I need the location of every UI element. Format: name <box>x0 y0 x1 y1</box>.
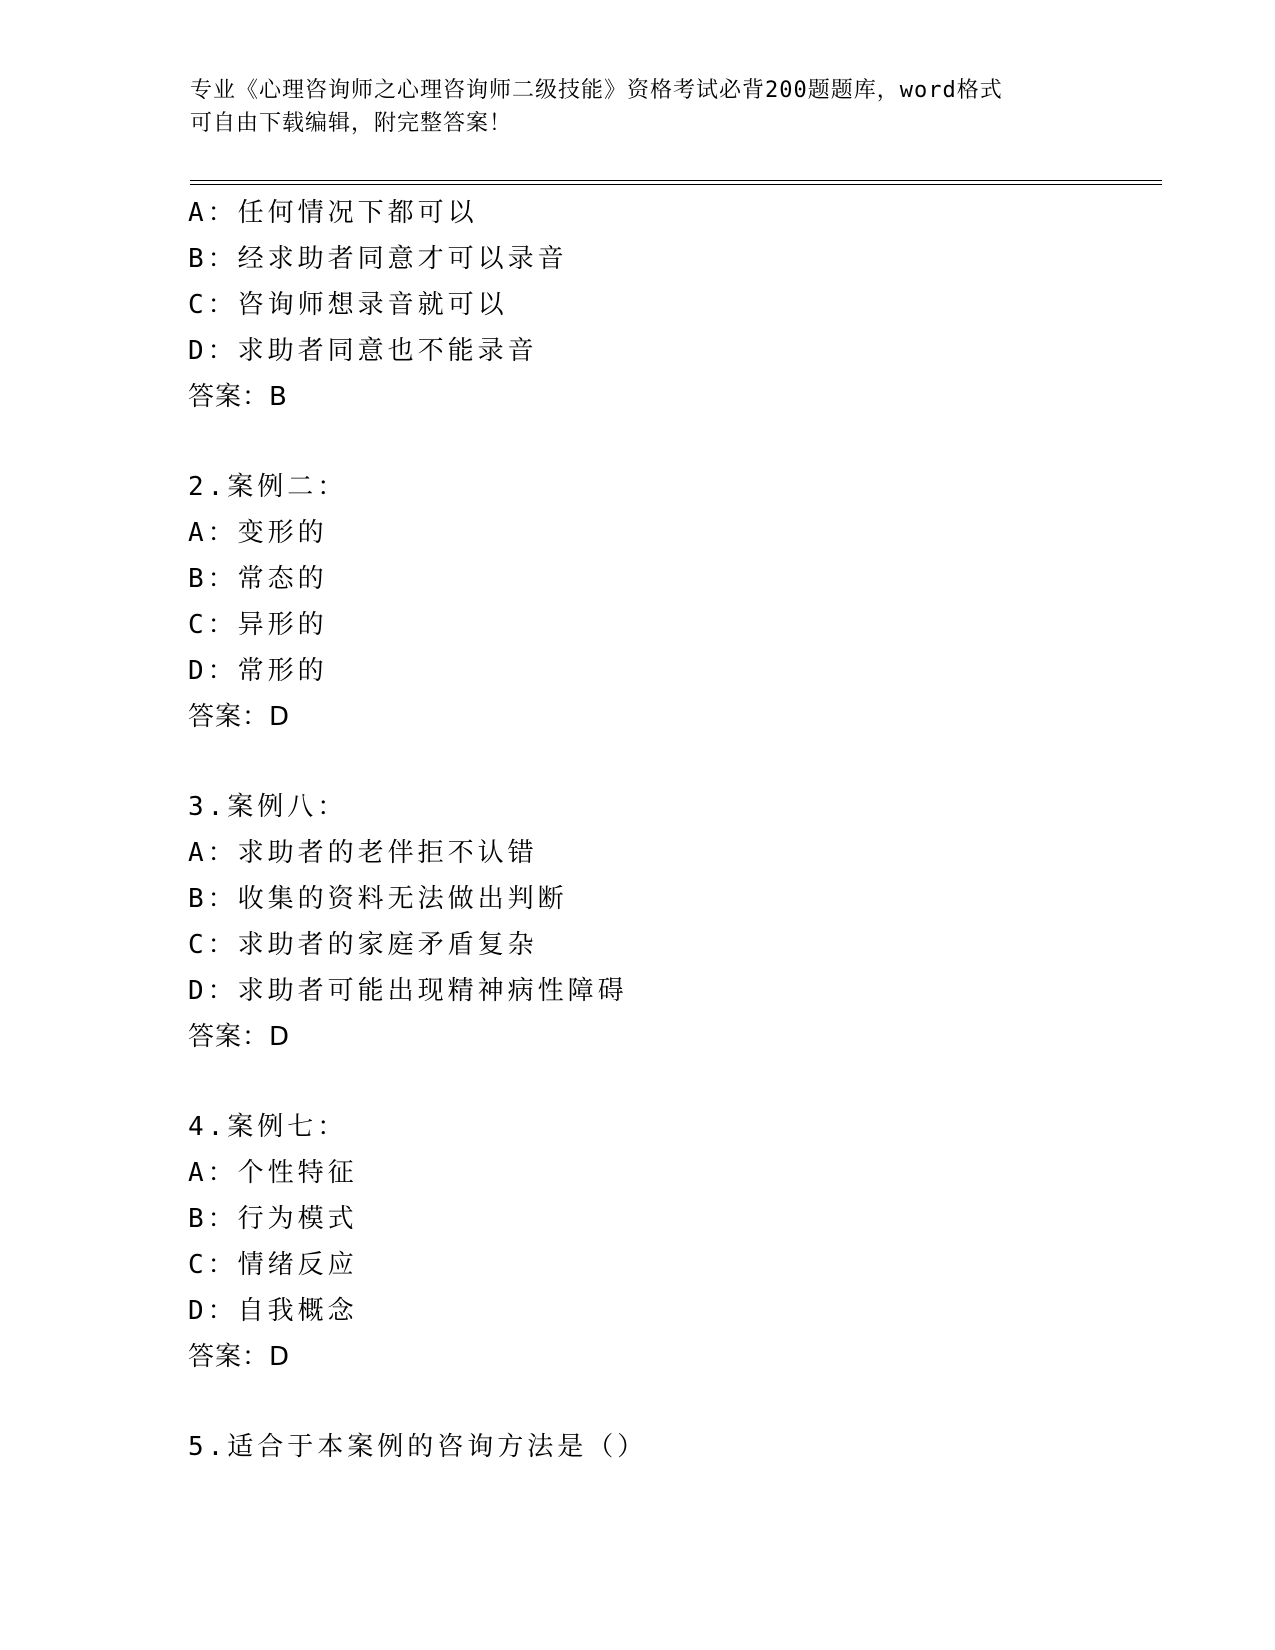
header-divider-top <box>190 180 1162 181</box>
question-2 <box>188 464 1148 740</box>
question-title: 3.案例八： <box>188 792 348 822</box>
answer: 答案：D <box>188 702 291 732</box>
option-b: B：经求助者同意才可以录音 <box>188 244 568 274</box>
answer: 答案：D <box>188 1342 291 1372</box>
question-4 <box>188 1104 1148 1380</box>
option-b: B：常态的 <box>188 564 328 594</box>
option-b: B：行为模式 <box>188 1204 358 1234</box>
option-c: C：咨询师想录音就可以 <box>188 290 508 320</box>
question-list <box>188 190 1148 1470</box>
option-d: D：求助者同意也不能录音 <box>188 336 538 366</box>
option-b: B：收集的资料无法做出判断 <box>188 884 568 914</box>
question-1 <box>188 190 1148 420</box>
question-title: 4.案例七： <box>188 1112 348 1142</box>
question-5 <box>188 1424 1148 1470</box>
answer: 答案：B <box>188 382 288 412</box>
option-a: A：变形的 <box>188 518 328 548</box>
option-d: D：求助者可能出现精神病性障碍 <box>188 976 628 1006</box>
document-header <box>190 74 1090 140</box>
question-title: 5.适合于本案例的咨询方法是（） <box>188 1432 648 1462</box>
answer: 答案：D <box>188 1022 291 1052</box>
header-line-1: 专业《心理咨询师之心理咨询师二级技能》资格考试必背200题题库，word格式 <box>190 78 1003 103</box>
header-line-2: 可自由下载编辑，附完整答案！ <box>190 111 513 136</box>
question-3 <box>188 784 1148 1060</box>
option-a: A：任何情况下都可以 <box>188 198 478 228</box>
option-a: A：个性特征 <box>188 1158 358 1188</box>
option-a: A：求助者的老伴拒不认错 <box>188 838 538 868</box>
option-d: D：自我概念 <box>188 1296 358 1326</box>
option-c: C：求助者的家庭矛盾复杂 <box>188 930 538 960</box>
option-d: D：常形的 <box>188 656 328 686</box>
question-title: 2.案例二： <box>188 472 348 502</box>
header-divider-bottom <box>190 184 1162 185</box>
option-c: C：异形的 <box>188 610 328 640</box>
option-c: C：情绪反应 <box>188 1250 358 1280</box>
